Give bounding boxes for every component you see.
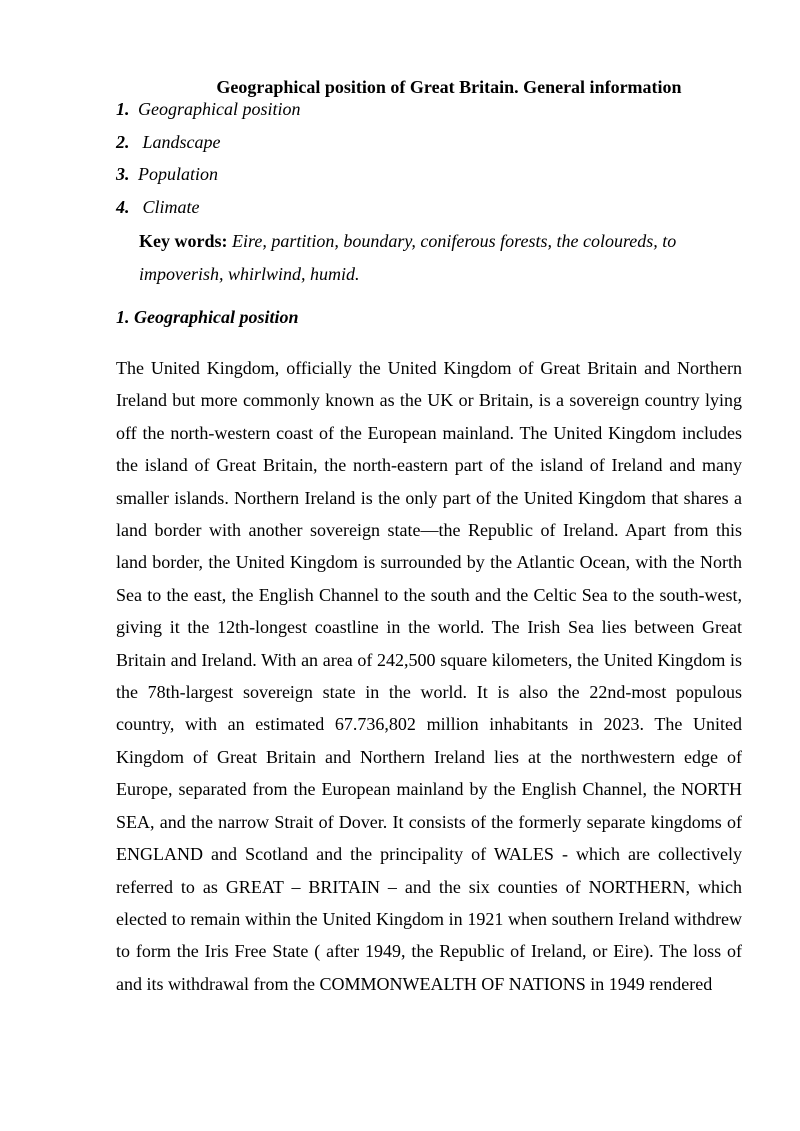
outline-item <box>116 194 301 227</box>
outline-item <box>116 161 301 194</box>
section-heading: 1. Geographical position <box>116 307 299 327</box>
outline-item <box>116 129 301 162</box>
outline-number: 1. <box>116 99 130 119</box>
outline-list <box>116 96 301 226</box>
outline-label: Population <box>138 164 218 184</box>
outline-item <box>116 96 301 129</box>
outline-number: 3. <box>116 164 130 184</box>
outline-number: 2. <box>116 131 130 152</box>
outline-label: Climate <box>138 196 200 217</box>
outline-number: 4. <box>116 196 130 217</box>
key-words-text: Eire, partition, boundary, coniferous forests, the coloureds, to impoverish, whirlwind, humid. <box>139 231 677 284</box>
key-words-label: Key words: <box>139 231 228 251</box>
key-words <box>139 225 742 290</box>
page-title: Geographical position of Great Britain. General information <box>216 77 682 97</box>
body-paragraph: The United Kingdom, officially the United Kingdom of Great Britain and Northern Ireland but more commonly known as the UK or Britain, is a sovereign country lying off the north-western coast of the European mainland. The United Kingdom includes the island of Great Britain, the north-eastern part of the island of Ireland and many smaller islands. Northern Ireland is the only part of the United Kingdom that shares a land border with another sovereign state—the Republic of Ireland. Apart from this land border, the United Kingdom is surrounded by the Atlantic Ocean, with the North Sea to the east, the English Channel to the south and the Celtic Sea to the south-west, giving it the 12th-longest coastline in the world. The Irish Sea lies between Great Britain and Ireland. With an area of 242,500 square kilometers, the United Kingdom is the 78th-largest sovereign state in the world. It is also the 22nd-most populous country, with an estimated 67.736,802 million inhabitants in 2023. The United Kingdom of Great Britain and Northern Ireland lies at the northwestern edge of Europe, separated from the European mainland by the English Channel, the NORTH SEA, and the narrow Strait of Dover. It consists of the formerly separate kingdoms of ENGLAND and Scotland and the principality of WALES - which are collectively referred to as GREAT – BRITAIN – and the six counties of NORTHERN, which elected to remain within the United Kingdom in 1921 when southern Ireland withdrew to form the Iris Free State ( after 1949, the Republic of Ireland, or Eire). The loss of and its withdrawal from the COMMONWEALTH OF NATIONS in 1949 rendered <box>116 358 742 994</box>
outline-label: Geographical position <box>138 99 301 119</box>
outline-label: Landscape <box>138 131 221 152</box>
